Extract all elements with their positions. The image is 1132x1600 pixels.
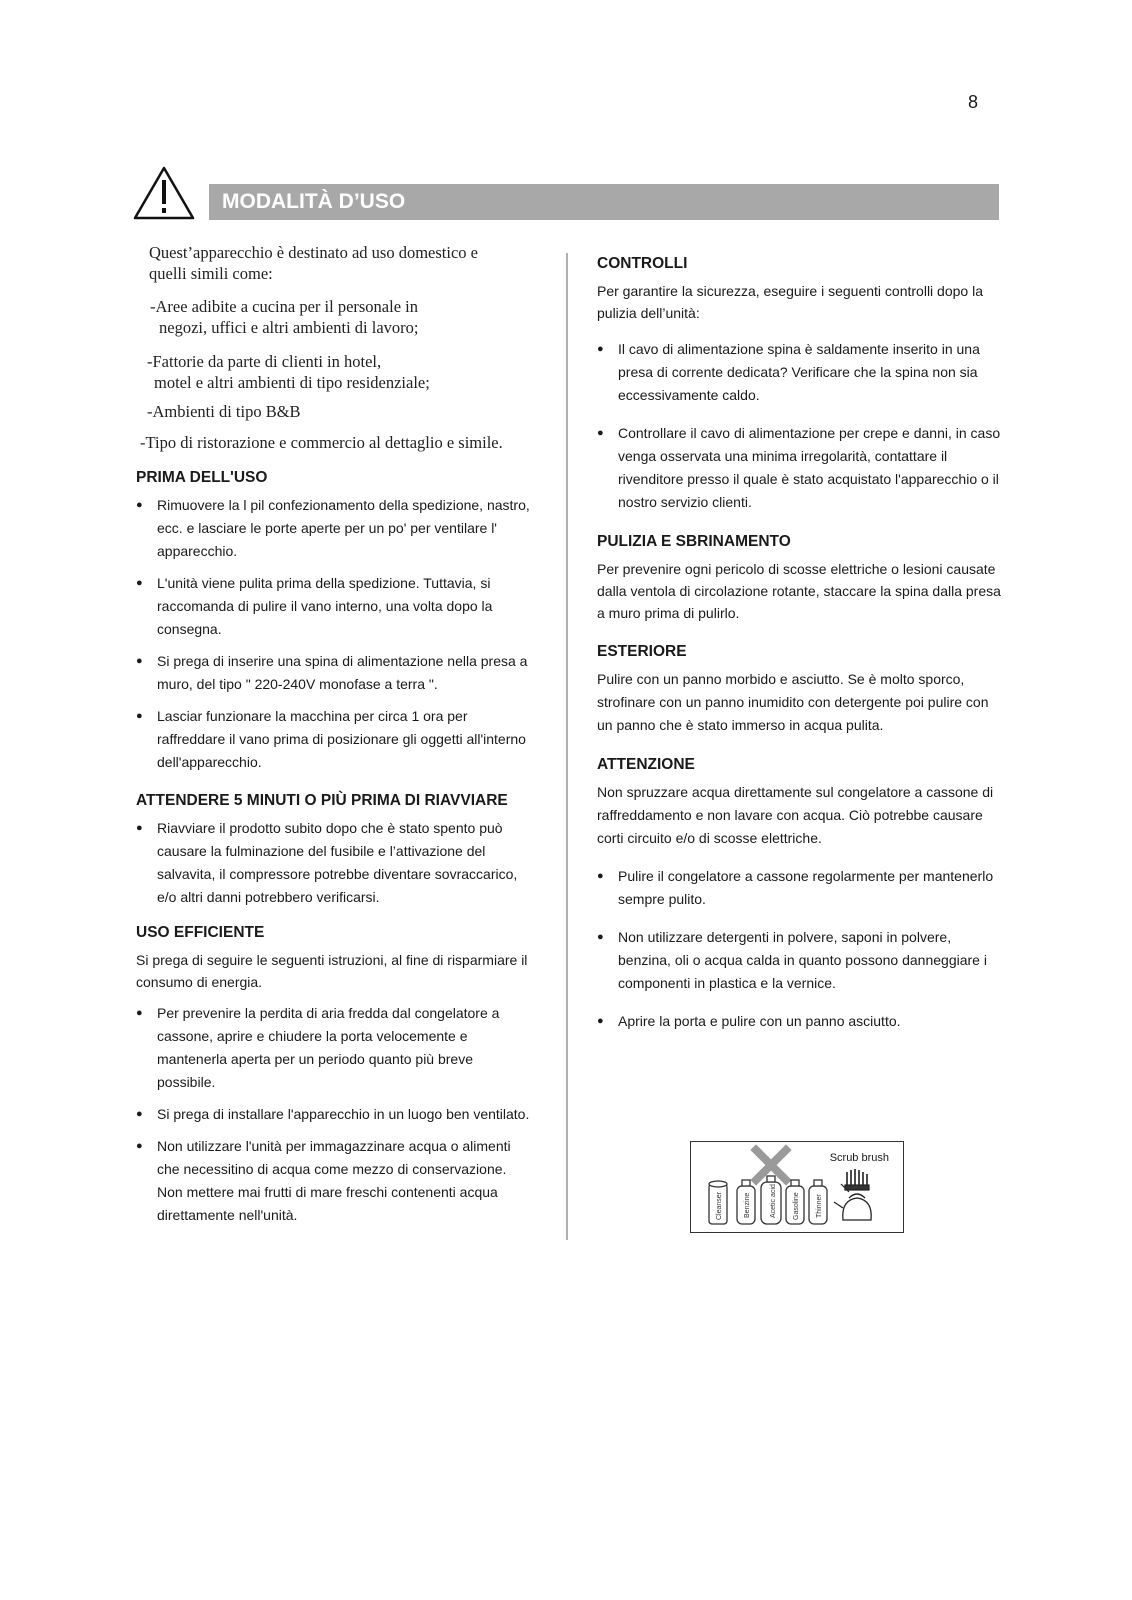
scrub-brush-icon xyxy=(841,1169,869,1192)
can-label: Thinner xyxy=(816,1194,823,1218)
intro-line: negozi, uffici e altri ambienti di lavoro; xyxy=(159,318,419,337)
uso-intro: Si prega di seguire le seguenti istruzioni, al fine di risparmiare il consumo di energia. xyxy=(136,952,528,990)
controlli-section xyxy=(597,254,1005,514)
scrub-brush-label: Scrub brush xyxy=(829,1152,889,1164)
list-item: ● Rimuovere la l pil confezionamento della spedizione, nastro, ecc. e lasciare le porte aperte per un po' per ventilare l' apparecchio. xyxy=(136,494,534,563)
list-item: ● Controllare il cavo di alimentazione per crepe e danni, in caso venga osservata una minima irregolarità, contattare il rivenditore presso il quale è stato acquistato l'apparecchio o il nostro servizio clienti. xyxy=(597,422,1005,514)
intro-line: -Ambienti di tipo B&B xyxy=(147,402,301,421)
intro-line: motel e altri ambienti di tipo residenziale; xyxy=(154,373,430,392)
list-item: ● Per prevenire la perdita di aria fredda dal congelatore a cassone, aprire e chiudere la porta velocemente e mantenerla aperta per un periodo quanto più breve possibile. xyxy=(136,1002,534,1094)
intro-line: -Aree adibite a cucina per il personale in xyxy=(150,297,418,316)
warning-triangle-icon xyxy=(133,166,195,220)
page-number: 8 xyxy=(968,92,979,112)
list-item: ● Si prega di installare l'apparecchio in un luogo ben ventilato. xyxy=(136,1103,534,1126)
pulizia-section xyxy=(597,532,1005,624)
list-item: ● L'unità viene pulita prima della spedizione. Tuttavia, si raccomanda di pulire il vano interno, una volta dopo la consegna. xyxy=(136,572,534,641)
pulizia-intro: Per prevenire ogni pericolo di scosse elettriche o lesioni causate dalla ventola di circolazione rotante, staccare la spina dalla presa a muro prima di pulirlo. xyxy=(597,561,1001,621)
attenzione-intro: Non spruzzare acqua direttamente sul congelatore a cassone di raffreddamento e non lavare con acqua. Ciò potrebbe causare corti circuito e/o di scosse elettriche. xyxy=(597,784,994,846)
list-item: ● Pulire il congelatore a cassone regolarmente per mantenerlo sempre pulito. xyxy=(597,865,1005,911)
intro-text xyxy=(136,242,534,453)
controlli-heading: CONTROLLI xyxy=(597,255,688,272)
prima-section xyxy=(136,468,534,774)
list-item: ● Lasciar funzionare la macchina per circa 1 ora per raffreddare il vano prima di posizionare gli oggetti all'interno dell'apparecchio. xyxy=(136,705,534,774)
section-title: MODALITÀ D’USO xyxy=(209,184,999,220)
attendere-heading: ATTENDERE 5 MINUTI O PIÙ PRIMA DI RIAVVIARE xyxy=(136,792,508,809)
intro-line: -Tipo di ristorazione e commercio al dettaglio e simile. xyxy=(140,433,503,452)
can-label: Gasoline xyxy=(793,1192,800,1220)
uso-section xyxy=(136,923,534,1227)
esteriore-section xyxy=(597,642,1005,737)
list-item: ● Riavviare il prodotto subito dopo che è stato spento può causare la fulminazione del fusibile e l’attivazione del salvavita, il compressore potrebbe diventare sovraccarico, e/o altri danni potrebbero verificarsi. xyxy=(136,817,534,909)
cleaning-illustration xyxy=(690,1141,904,1233)
can-label: Cleanser xyxy=(716,1191,723,1220)
esteriore-intro: Pulire con un panno morbido e asciutto. Se è molto sporco, strofinare con un panno inumidito con detergente poi pulire con un panno che è stato immerso in acqua pulita. xyxy=(597,671,989,733)
left-column xyxy=(136,242,534,1227)
intro-line: quelli simili come: xyxy=(149,264,273,283)
list-item: ● Aprire la porta e pulire con un panno asciutto. xyxy=(597,1010,1005,1033)
attendere-section xyxy=(136,791,534,909)
kettle-icon xyxy=(834,1194,871,1220)
list-item: ● Si prega di inserire una spina di alimentazione nella presa a muro, del tipo " 220-240V monofase a terra ". xyxy=(136,650,534,696)
right-column xyxy=(597,242,1005,1033)
list-item: ● Il cavo di alimentazione spina è saldamente inserito in una presa di corrente dedicata? Verificare che la spina non sia eccessivamente caldo. xyxy=(597,338,1005,407)
intro-line: -Fattorie da parte di clienti in hotel, xyxy=(147,352,382,371)
cleaning-products-drawing xyxy=(691,1142,903,1232)
esteriore-heading: ESTERIORE xyxy=(597,643,687,660)
controlli-intro: Per garantire la sicurezza, eseguire i seguenti controlli dopo la pulizia dell’unità: xyxy=(597,283,983,321)
can-label: Acetic acid xyxy=(770,1184,777,1218)
can-label: Benzine xyxy=(744,1192,751,1218)
attenzione-section xyxy=(597,755,1005,1033)
intro-line: Quest’apparecchio è destinato ad uso domestico e xyxy=(149,243,478,262)
pulizia-heading: PULIZIA E SBRINAMENTO xyxy=(597,533,791,550)
list-item: ● Non utilizzare detergenti in polvere, saponi in polvere, benzina, oli o acqua calda in quanto possono danneggiare i componenti in plastica e la vernice. xyxy=(597,926,1005,995)
uso-heading: USO EFFICIENTE xyxy=(136,924,265,941)
column-divider xyxy=(566,253,568,1240)
list-item: ● Non utilizzare l'unità per immagazzinare acqua o alimenti che necessitino di acqua come mezzo di conservazione. Non mettere mai frutti di mare freschi contenenti acqua direttamente nell'unità. xyxy=(136,1135,534,1227)
prima-heading: PRIMA DELL'USO xyxy=(136,469,268,486)
attenzione-heading: ATTENZIONE xyxy=(597,756,695,773)
